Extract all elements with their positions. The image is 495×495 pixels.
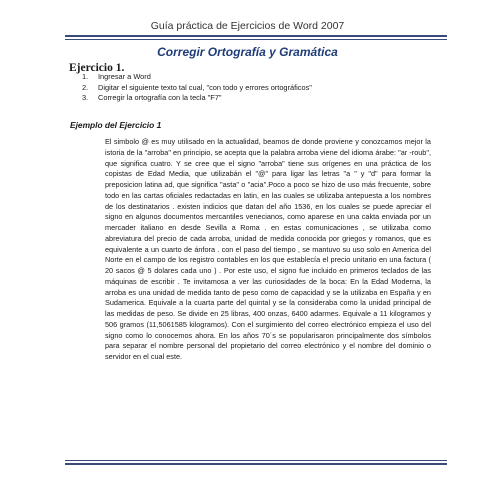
step-number: 3.: [82, 93, 89, 102]
list-item: [82, 93, 312, 104]
header-divider-thick: [65, 35, 447, 37]
list-item: [82, 83, 312, 94]
step-number: 2.: [82, 82, 89, 92]
footer-divider-thick: [65, 463, 447, 465]
step-text: Digitar el siguiente texto tal cual, "con todo y errores ortográficos": [98, 82, 312, 92]
example-body: [105, 137, 431, 363]
example-paragraph: El simbolo @ es muy utilisado en la actualidad, beamos de donde proviene y conozcamos mejor la istoria de la "arroba" en principio, se acepta que la palabra arroba viene del idioma árabe: "ar -roub", que significa cuatro. Y se cree que el signo "arroba" tiene sus orígenes en una práctica de los copistas de Edad Media, que utilizabán el "@" para ligar las letras "a " y "d" para formar la preposicion latina ad, que significa "asta" o "acia".Poco a poco se hizo de uso más frecuente, sobre todo en las cartas oficiales redactadas en latin, en las cuales se utilizaba antepuesta a los nombres de los destinatarios . existen indicios que datan del año 1536, en los cuales se puede apreciar el signo en algunos documentos mercantiles venecianos, como aparese en una cakta enviada por un mercader italiano en desde Sevilla a Roma . en estas comunicaciones , se utilizaba como abreviatura del precio de cada arroba, unidad de medida conocida por griegos y romanos, que es equivalente a un cuarto de ánfora . con el paso del tiempo , se mantuvo su uso solo en America del Norte en el campo de los registro contables en los que establecía el precio unitario en una factura ( 20 sacos @ 5 dolares cada uno ) . Por este uso, el signo fue incluido en primeros teclados de las máquinas de escribir . Te invitamosa a ver las curiosidades de la boca: En la Edad Moderna, la arroba es una unidad de medida tanto de peso como de capacidad y se la utilizaba en España y en Sudamerica. Equivale a la cuarta parte del quintal y se la consideraba como la unidad principal de las medidas de peso. Se divide en 25 libras, 400 onzas, 6400 adarmes. Equivale a 11 kilogramos y 506 gramos (11,5061585 kilogramos). Con el surgimiento del correo electrónico empieza el uso del signo como lo conocemos ahora. En los años 70´s se popularisaron principalmente dos símbolos para separar el nombre personal del propietario del correo electrónico y el nombre del dominio o servidor en el cual este.: [105, 137, 431, 361]
step-text: Ingresar a Word: [98, 72, 151, 81]
document-title: Corregir Ortografía y Gramática: [157, 45, 338, 59]
footer-divider-thin: [65, 460, 447, 461]
running-header: Guía práctica de Ejercicios de Word 2007: [150, 20, 345, 32]
example-heading: Ejemplo del Ejercicio 1: [70, 120, 162, 130]
exercise-heading: Ejercicio 1.: [69, 62, 125, 74]
step-text: Corregir la ortografía con la tecla "F7": [98, 93, 222, 102]
steps-list: [82, 72, 312, 104]
list-item: [82, 72, 312, 83]
header-divider-thin: [65, 39, 447, 40]
step-number: 1.: [82, 72, 89, 81]
